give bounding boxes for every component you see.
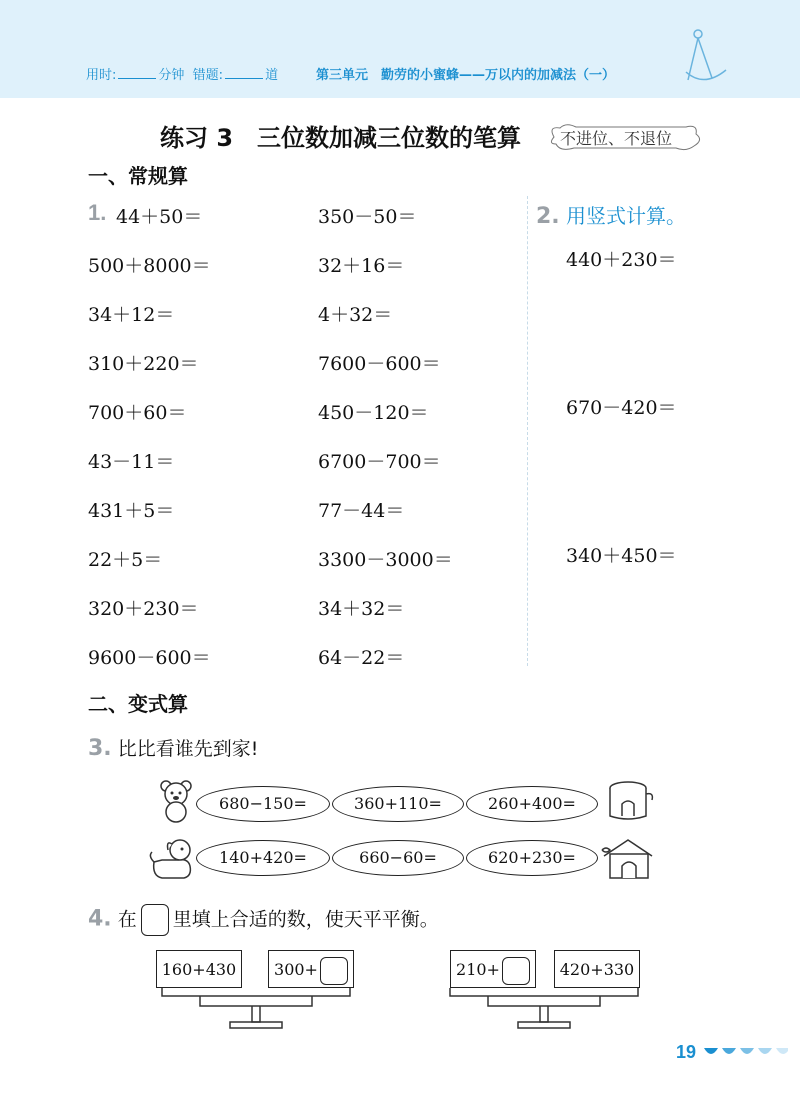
page-header	[0, 0, 800, 98]
doghouse-icon	[600, 836, 658, 882]
q2-text: 用竖式计算。	[566, 204, 687, 228]
q1-expression[interactable]: 7600－600＝	[318, 353, 441, 375]
q1-expression[interactable]: 64－22＝	[318, 647, 405, 669]
page-number: 19	[676, 1042, 697, 1062]
answer-box-example	[141, 904, 169, 936]
q2-prompt	[536, 200, 686, 229]
race-expression[interactable]: 260+400=	[466, 786, 598, 822]
q1-expression[interactable]: 6700－700＝	[318, 451, 441, 473]
q1-expression[interactable]: 32＋16＝	[318, 255, 405, 277]
scale2-answer-box[interactable]	[502, 957, 530, 985]
q1-expression[interactable]: 500＋8000＝	[88, 255, 211, 277]
q1-expression[interactable]: 43－11＝	[88, 451, 175, 473]
column-divider	[527, 196, 528, 666]
compass-icon	[684, 22, 744, 88]
q1-expression[interactable]: 350－50＝	[318, 206, 417, 228]
title-tag-text: 不进位、不退位	[560, 129, 673, 148]
bear-icon	[156, 778, 196, 824]
minute-label: 分钟	[158, 68, 185, 83]
errors-blank[interactable]	[225, 66, 263, 79]
q1-expression[interactable]: 9600－600＝	[88, 647, 211, 669]
scale1-right-pan	[268, 950, 354, 988]
q3-prompt	[88, 734, 258, 761]
q3-number: 3.	[88, 736, 112, 761]
q4-text-before: 在	[117, 908, 137, 931]
q1-expression[interactable]: 77－44＝	[318, 500, 405, 522]
scale1-left-pan: 160+430	[156, 950, 242, 988]
q2-item[interactable]: 340＋450＝	[566, 545, 677, 567]
q1-expression[interactable]: 310＋220＝	[88, 353, 199, 375]
section1-heading: 一、常规算	[88, 164, 188, 188]
time-blank[interactable]	[118, 66, 156, 79]
q1-expression[interactable]: 44＋50＝	[116, 206, 203, 228]
stump-house-icon	[604, 780, 656, 822]
page-dots-decoration	[704, 1046, 788, 1060]
q4-text-after: 里填上合适的数，使天平平衡。	[172, 908, 439, 931]
q1-expression[interactable]: 34＋12＝	[88, 304, 175, 326]
q1-expression[interactable]: 431＋5＝	[88, 500, 175, 522]
unit-title: 第三单元 勤劳的小蜜蜂——万以内的加减法（一）	[316, 68, 616, 83]
scale2-left-pan	[450, 950, 536, 988]
race-expression[interactable]: 680−150=	[196, 786, 330, 822]
page-title: 练习 3 三位数加减三位数的笔算	[160, 124, 522, 152]
scale2-stand	[444, 988, 644, 1038]
scale1-right-text: 300+	[274, 960, 318, 979]
scale2-left-text: 210+	[456, 960, 500, 979]
q3-text: 比比看谁先到家!	[117, 738, 259, 760]
q4-prompt	[88, 904, 439, 936]
header-wave-border	[0, 88, 800, 108]
question-unit-label: 道	[265, 68, 279, 83]
q4-number: 4.	[88, 906, 112, 932]
q1-expression[interactable]: 4＋32＝	[318, 304, 393, 326]
q1-expression[interactable]: 22＋5＝	[88, 549, 163, 571]
time-label: 用时:	[86, 68, 117, 83]
scale1-answer-box[interactable]	[320, 957, 348, 985]
time-field	[86, 64, 278, 83]
errors-label: 错题:	[192, 68, 224, 83]
q2-number: 2.	[536, 204, 560, 229]
q1-expression[interactable]: 450－120＝	[318, 402, 429, 424]
race-expression[interactable]: 140+420=	[196, 840, 330, 876]
race-expression[interactable]: 360+110=	[332, 786, 464, 822]
scale2-right-pan: 420+330	[554, 950, 640, 988]
q2-item[interactable]: 670－420＝	[566, 397, 677, 419]
dog-icon	[148, 836, 198, 882]
race-expression[interactable]: 660−60=	[332, 840, 464, 876]
q1-number: 1.	[88, 200, 107, 225]
q1-expression[interactable]: 320＋230＝	[88, 598, 199, 620]
title-tag	[546, 122, 704, 152]
q1-expression[interactable]: 700＋60＝	[88, 402, 187, 424]
q1-expression[interactable]: 3300－3000＝	[318, 549, 453, 571]
section2-heading: 二、变式算	[88, 692, 188, 716]
q2-item[interactable]: 440＋230＝	[566, 249, 677, 271]
race-expression[interactable]: 620+230=	[466, 840, 598, 876]
q1-expression[interactable]: 34＋32＝	[318, 598, 405, 620]
scale1-stand	[156, 988, 356, 1038]
